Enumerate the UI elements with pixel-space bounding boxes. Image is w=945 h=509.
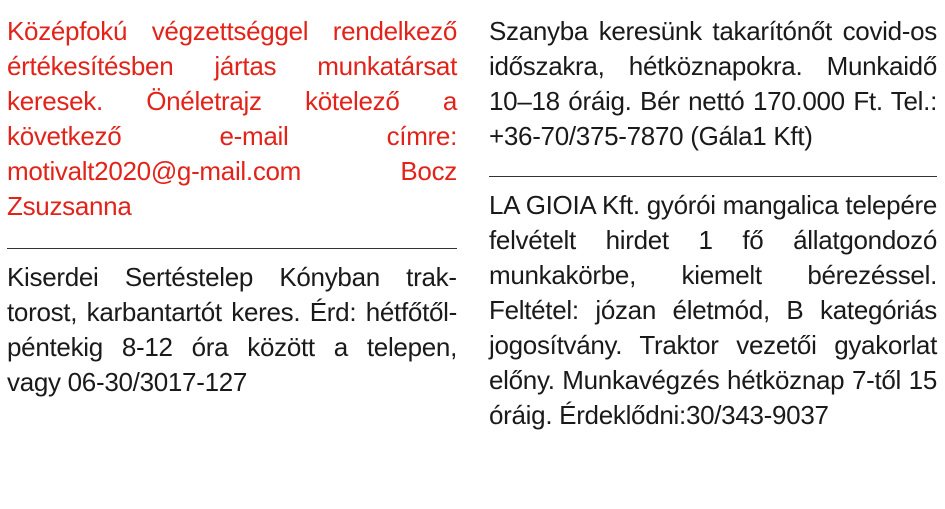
ad-text: Szanyba keresünk takarítónőt covid-os időszakra, hétköznapokra. Munkaidő 10–18 óráig. Bér nettó 170.000 Ft. Tel.: +36-70/375-7870 (Gála1 Kft) [489, 16, 937, 151]
left-column [7, 0, 457, 400]
classified-ad-tractor-driver [7, 249, 457, 400]
classified-ad-animal-keeper [489, 177, 937, 433]
ad-text: Középfokú végzettséggel rendelkező értékesítésben jártas munkatársat keresek. Önéletrajz kötelező a következő e-mail címre: motivalt2020@g-mail.com Bocz Zsuzsanna [7, 16, 457, 221]
right-column [489, 0, 937, 433]
classified-ad-cleaner [489, 0, 937, 176]
ad-text: Kiserdei Sertéstelep Kónyban traktorost, karbantartót keres. Érd: hétfőtől-péntekig 8-12 óra között a telepen, vagy 06-30/3017-127 [7, 262, 457, 397]
ad-text: LA GIOIA Kft. gyórói mangalica telepére felvételt hirdet 1 fő állatgondozó munkakörbe, kiemelt bérezéssel. Feltétel: józan életmód, B kategóriás jogosítvány. Traktor vezetői gyakorlat előny. Munkavégzés hétköznap 7-től 15 óráig. Érdeklődni:30/343-9037 [489, 190, 937, 430]
classified-ad-sales-associate [7, 0, 457, 248]
